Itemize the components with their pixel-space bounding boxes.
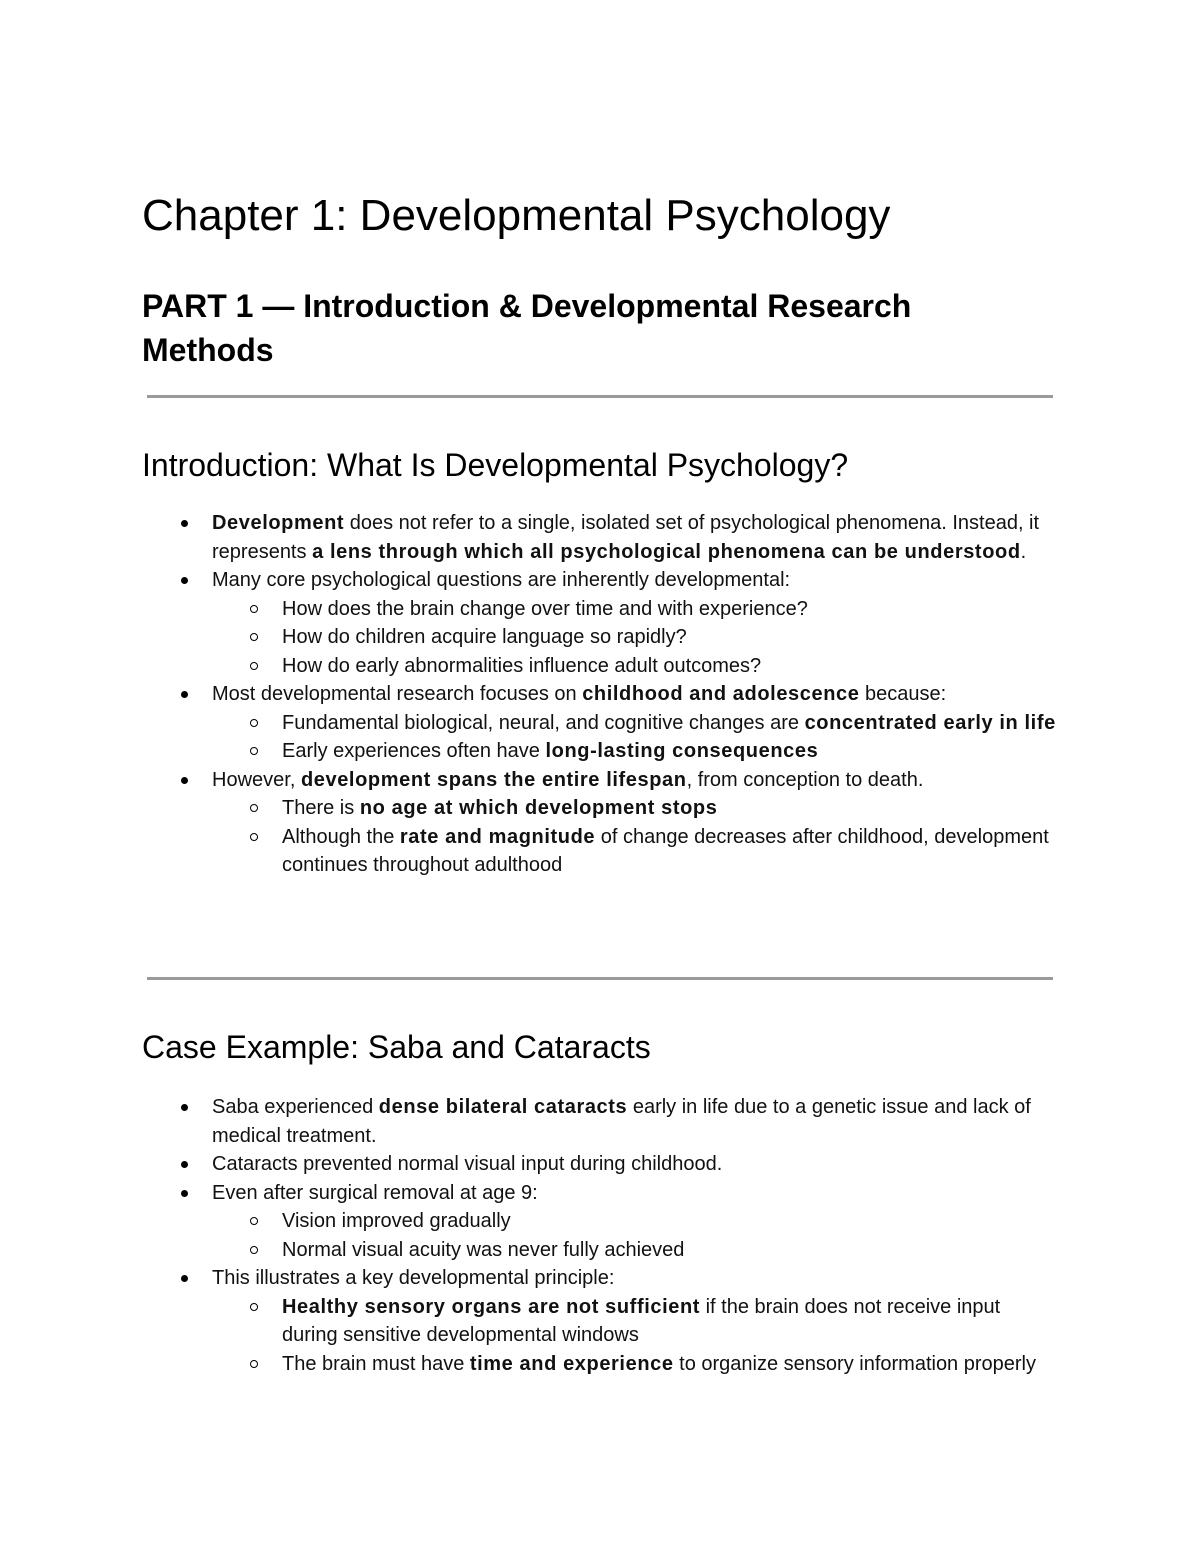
list-item [142,1179,1058,1265]
list-item [142,509,1058,566]
sub-list [212,1293,1058,1379]
text-span: The brain must have [282,1352,470,1375]
sub-list [212,1207,1058,1264]
bold-text: rate and magnitude [399,825,596,848]
text-span: There is [282,797,360,819]
text-span: because: [859,683,947,705]
list-item [142,680,1058,766]
text-span: to organize sensory information properly [673,1352,1036,1375]
sub-list [212,709,1058,766]
text-span: Most developmental research focuses on [212,683,583,705]
list-item [142,1093,1058,1150]
text-span: However, [212,768,301,791]
sub-list-item: Normal visual acuity was never fully achieved [211,1236,1058,1265]
sub-list-item [211,709,1058,738]
text-span: Many core psychological questions are inherently developmental: [212,569,791,591]
text-span: of change decreases after childhood, development continues throughout adulthood [282,825,1049,876]
text-span: . [1020,540,1027,563]
sub-list [212,595,1058,681]
text-span: Even after surgical removal at age 9: [212,1181,538,1204]
text-span: , from conception to death. [686,768,924,791]
list-item [142,1264,1058,1378]
sub-list-item: Vision improved gradually [211,1207,1058,1236]
case-heading: Case Example: Saba and Cataracts [142,1029,651,1065]
intro-bullet-list [142,509,1058,880]
sub-list-item: How do early abnormalities influence adult outcomes? [211,652,1058,681]
sub-list-item: How does the brain change over time and with experience? [211,595,1058,624]
bold-text: Healthy sensory organs are not sufficient [282,1295,701,1318]
text-span: if the brain does not receive input during sensitive developmental windows [282,1295,1001,1346]
list-item [142,566,1058,680]
sub-list-item [211,823,1058,880]
bold-text: concentrated early in life [804,711,1056,734]
bold-text: a lens through which all psychological phenomena can be understood [312,540,1021,563]
sub-list-item [211,1350,1058,1379]
text-span: This illustrates a key developmental principle: [212,1267,615,1289]
case-bullet-list [142,1093,1058,1378]
part-heading: PART 1 — Introduction & Developmental Research Methods [142,288,912,368]
bold-text: dense bilateral cataracts [378,1096,628,1118]
list-item [142,766,1058,880]
bold-text: Development [212,512,345,534]
text-span: Saba experienced [212,1096,379,1118]
bold-text: long-lasting consequences [545,740,819,762]
bold-text: time and experience [469,1352,674,1375]
text-span: Early experiences often have [282,740,546,762]
text-span: Although the [282,825,400,848]
sub-list-item [211,737,1058,766]
sub-list-item [211,794,1058,823]
horizontal-rule [147,977,1053,980]
horizontal-rule [147,395,1053,398]
text-span: Fundamental biological, neural, and cognitive changes are [282,711,805,734]
bold-text: development spans the entire lifespan [300,768,687,791]
intro-heading: Introduction: What Is Developmental Psychology? [142,447,849,483]
sub-list-item [211,1293,1058,1350]
sub-list-item: How do children acquire language so rapidly? [211,623,1058,652]
chapter-title: Chapter 1: Developmental Psychology [142,191,891,240]
sub-list [212,794,1058,880]
bold-text: no age at which development stops [359,797,718,819]
list-item: Cataracts prevented normal visual input during childhood. [142,1150,1058,1179]
bold-text: childhood and adolescence [582,683,860,705]
text-span: early in life due to a genetic issue and lack of medical treatment. [212,1096,1031,1147]
text-span: does not refer to a single, isolated set of psychological phenomena. Instead, it represents [212,512,1040,563]
